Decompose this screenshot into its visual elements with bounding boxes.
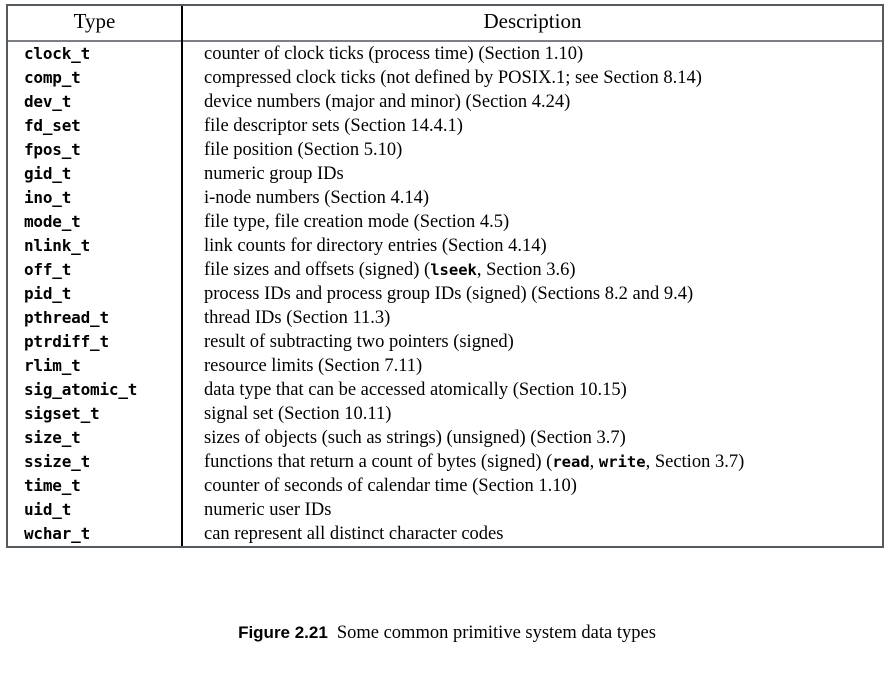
table-row <box>8 378 882 402</box>
cell-description <box>182 66 882 90</box>
cell-type-name: sigset_t <box>8 402 182 426</box>
cell-description <box>182 378 882 402</box>
table-row <box>8 210 882 234</box>
cell-description <box>182 282 882 306</box>
cell-description <box>182 330 882 354</box>
table-row <box>8 474 882 498</box>
cell-description <box>182 90 882 114</box>
primitive-data-types-table <box>8 6 882 546</box>
description-text-part: , <box>589 452 599 473</box>
cell-type-name: rlim_t <box>8 354 182 378</box>
table-row <box>8 330 882 354</box>
cell-description <box>182 522 882 546</box>
cell-description <box>182 498 882 522</box>
cell-description <box>182 402 882 426</box>
cell-description <box>182 114 882 138</box>
table-row <box>8 522 882 546</box>
description-text-part: sizes of objects (such as strings) (unsigned) (Section 3.7) <box>204 428 626 449</box>
table-row <box>8 258 882 282</box>
cell-type-name: fpos_t <box>8 138 182 162</box>
cell-description <box>182 210 882 234</box>
cell-type-name: uid_t <box>8 498 182 522</box>
description-text-part: thread IDs (Section 11.3) <box>204 308 391 329</box>
description-text-part: i-node numbers (Section 4.14) <box>204 188 430 209</box>
description-text-part: counter of seconds of calendar time (Section 1.10) <box>204 476 577 497</box>
description-text-part: device numbers (major and minor) (Section 4.24) <box>204 92 571 113</box>
cell-type-name: gid_t <box>8 162 182 186</box>
cell-description <box>182 162 882 186</box>
table-row <box>8 162 882 186</box>
description-text-part: , Section 3.7) <box>645 452 745 473</box>
table-row <box>8 90 882 114</box>
cell-type-name: ssize_t <box>8 450 182 474</box>
cell-type-name: off_t <box>8 258 182 282</box>
description-text-part: result of subtracting two pointers (signed) <box>204 332 514 353</box>
table-row <box>8 306 882 330</box>
description-text-part: file sizes and offsets (signed) ( <box>204 260 431 281</box>
cell-type-name: size_t <box>8 426 182 450</box>
table-row <box>8 354 882 378</box>
table-row <box>8 138 882 162</box>
inline-code: write <box>598 453 646 472</box>
figure-caption-label: Figure 2.21 <box>238 623 328 642</box>
description-text-part: compressed clock ticks (not defined by POSIX.1; see Section 8.14) <box>204 68 702 89</box>
cell-description <box>182 450 882 474</box>
cell-description <box>182 474 882 498</box>
description-text-part: file position (Section 5.10) <box>204 140 403 161</box>
cell-description <box>182 234 882 258</box>
table-row <box>8 402 882 426</box>
description-text-part: resource limits (Section 7.11) <box>204 356 423 377</box>
table-row <box>8 186 882 210</box>
table-body <box>8 41 882 546</box>
cell-description <box>182 186 882 210</box>
table-header-row <box>8 6 882 41</box>
cell-description <box>182 138 882 162</box>
description-text-part: numeric user IDs <box>204 500 332 521</box>
table-row <box>8 498 882 522</box>
cell-description <box>182 41 882 66</box>
cell-type-name: wchar_t <box>8 522 182 546</box>
table-row <box>8 282 882 306</box>
description-text-part: link counts for directory entries (Section 4.14) <box>204 236 547 257</box>
figure-caption-text: Some common primitive system data types <box>336 623 656 643</box>
cell-type-name: pthread_t <box>8 306 182 330</box>
description-text-part: file type, file creation mode (Section 4.5) <box>204 212 510 233</box>
cell-type-name: dev_t <box>8 90 182 114</box>
column-header-description: Description <box>483 9 582 33</box>
cell-description <box>182 426 882 450</box>
description-text-part: functions that return a count of bytes (signed) ( <box>204 452 553 473</box>
cell-description <box>182 258 882 282</box>
inline-code: lseek <box>430 261 477 280</box>
description-text-part: counter of clock ticks (process time) (Section 1.10) <box>204 44 584 65</box>
table-header <box>8 6 882 41</box>
cell-type-name: comp_t <box>8 66 182 90</box>
table-row <box>8 234 882 258</box>
table-row <box>8 66 882 90</box>
figure-caption <box>0 622 894 644</box>
column-header-type: Type <box>8 6 182 41</box>
description-text-part: , Section 3.6) <box>476 260 576 281</box>
cell-type-name: pid_t <box>8 282 182 306</box>
table-row <box>8 450 882 474</box>
data-types-table-frame <box>6 4 884 548</box>
cell-type-name: clock_t <box>8 41 182 66</box>
table-row <box>8 41 882 66</box>
description-text-part: can represent all distinct character codes <box>204 524 504 545</box>
description-text-part: process IDs and process group IDs (signed) (Sections 8.2 and 9.4) <box>204 284 694 305</box>
cell-type-name: ptrdiff_t <box>8 330 182 354</box>
description-text-part: numeric group IDs <box>204 164 344 185</box>
cell-type-name: sig_atomic_t <box>8 378 182 402</box>
cell-type-name: mode_t <box>8 210 182 234</box>
description-text-part: file descriptor sets (Section 14.4.1) <box>204 116 463 137</box>
cell-type-name: ino_t <box>8 186 182 210</box>
cell-description <box>182 354 882 378</box>
description-text-part: signal set (Section 10.11) <box>204 404 392 425</box>
description-text-part: data type that can be accessed atomically (Section 10.15) <box>204 380 627 401</box>
table-row <box>8 114 882 138</box>
table-row <box>8 426 882 450</box>
cell-type-name: time_t <box>8 474 182 498</box>
cell-description <box>182 306 882 330</box>
cell-type-name: nlink_t <box>8 234 182 258</box>
inline-code: read <box>552 453 590 472</box>
cell-type-name: fd_set <box>8 114 182 138</box>
